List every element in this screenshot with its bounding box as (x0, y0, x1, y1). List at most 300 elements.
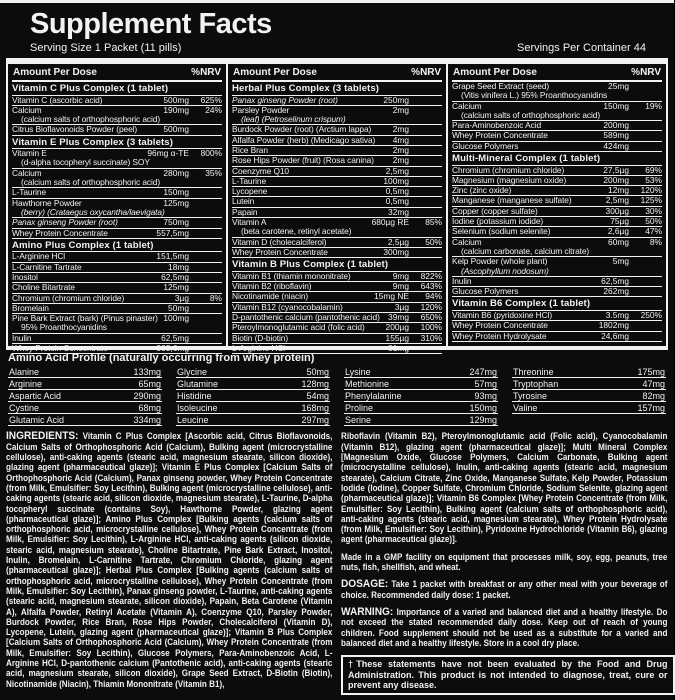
amino-acid-amount: 68mg (138, 402, 161, 413)
nutrient-amount: 12mg (608, 185, 629, 196)
amino-acid-amount: 54mg (306, 390, 329, 401)
complex-section-header: Multi-Mineral Complex (1 tablet) (452, 152, 662, 166)
amino-acid-row (344, 390, 498, 402)
nutrient-name: L-Arginine HCl (232, 342, 286, 353)
nutrient-name: Citrus Bioflavonoids Powder (peel) (12, 124, 138, 135)
nutrient-row (452, 238, 662, 258)
nutrient-amount: 62,5mg (161, 271, 189, 282)
serving-size-text: Serving Size 1 Packet (11 pills) (30, 42, 182, 54)
nutrient-nrv: 50% (425, 236, 442, 247)
amino-acid-name: Histidine (177, 390, 212, 401)
amino-acid-row (344, 366, 498, 378)
nutrient-line (232, 303, 442, 312)
nutrient-nrv: 643% (420, 281, 442, 292)
ingredients-continuation (341, 431, 667, 544)
nutrient-amount: 3.5mg (605, 309, 629, 320)
amino-acid-row (512, 390, 666, 402)
nutrient-name: Calcium (452, 236, 482, 247)
nutrient-amount: 100mg (383, 175, 409, 186)
complex-section-header: Herbal Plus Complex (3 tablets) (232, 82, 442, 96)
nutrient-table (6, 64, 668, 354)
amino-acid-name: Leucine (177, 414, 209, 425)
nutrient-amount: 2,5mg (605, 195, 629, 206)
column-header (12, 64, 222, 82)
nutrient-amount: 18mg (168, 261, 189, 272)
amino-acid-name: Proline (345, 402, 374, 413)
nutrient-row (452, 332, 662, 342)
nutrient-row (12, 106, 222, 126)
nutrient-amount: 262mg (603, 286, 629, 297)
amino-acid-name: Glutamic Acid (9, 414, 65, 425)
dosage-text: Take 1 packet with breakfast or any other meal with your beverage of choice. Recommended daily dose: 1 packet. (341, 579, 668, 600)
nutrient-name: Calcium (12, 167, 42, 178)
nutrient-nrv: 47% (645, 226, 662, 237)
nutrient-amount: 150mg (163, 187, 189, 198)
nutrient-amount: 62,5mg (601, 275, 629, 286)
nutrient-column-1 (8, 64, 228, 354)
amino-acid-row (344, 378, 498, 390)
nutrient-line (232, 248, 442, 257)
nutrient-subtext: (calcium salts of orthophosphoric acid) (21, 177, 161, 188)
amino-acid-amount: 334mg (133, 414, 161, 425)
nutrient-nrv: 69% (645, 164, 662, 175)
page-title: Supplement Facts (30, 8, 272, 40)
nutrient-line (232, 177, 442, 186)
nutrient-name: L-Taurine (232, 175, 267, 186)
nutrient-name: Alfalfa Powder (herb) (Medicago sativa) (232, 134, 376, 145)
nutrient-subtext: (calcium salts of orthophosphoric acid) (21, 114, 161, 125)
nutrient-name: Papain (232, 206, 258, 217)
nutrient-row (12, 283, 222, 293)
column-header-nrv: %NRV (631, 67, 661, 78)
amino-acid-name: Tryptophan (513, 378, 559, 389)
amino-acid-amount: 133mg (133, 366, 161, 377)
amino-acid-name: Glycine (177, 366, 208, 377)
nutrient-name: Calcium (452, 100, 482, 111)
nutrient-name: Glucose Polymers (452, 140, 519, 151)
nutrient-name: D-pantothenic calcium (pantothenic acid) (232, 311, 380, 322)
nutrient-amount: 200mg (603, 174, 629, 185)
nutrient-name: Vitamin B2 (riboflavin) (232, 281, 312, 292)
nutrient-row (452, 102, 662, 122)
amino-column-3 (344, 366, 498, 426)
nutrient-subtext: (calcium carbonate, calcium citrate) (461, 245, 590, 256)
nutrient-name: Parsley Powder (232, 104, 290, 115)
warning-text: Importance of a varied and balanced diet and a healthy lifestyle. Do not exceed the stated recommended daily dose. Keep out of reach of young children. Food supplement should not be used as a substitute for a varied and balanced diet and a healthy lifestyle. Store in a cool dry place. (341, 606, 668, 648)
amino-acid-amount: 157mg (637, 402, 665, 413)
column-header (452, 64, 662, 82)
amino-acid-amount: 47mg (642, 378, 665, 389)
nutrient-amount: 62,5mg (161, 332, 189, 343)
nutrient-line (452, 332, 662, 341)
nutrient-line (232, 146, 442, 155)
nutrient-amount: 300mg (383, 246, 409, 257)
ingredients-lead: INGREDIENTS: (6, 430, 79, 443)
nutrient-line (232, 96, 442, 105)
nutrient-nrv: 650% (420, 311, 442, 322)
amino-acid-amount: 297mg (301, 414, 329, 425)
nutrient-amount: 1802mg (598, 320, 629, 331)
nutrient-name: Copper (copper sulfate) (452, 205, 538, 216)
nutrient-row (12, 149, 222, 169)
nutrient-subtext: (berry) (Crataegus oxycantha/laevigata) (21, 206, 165, 217)
nutrient-line (12, 294, 222, 303)
nutrient-line (452, 196, 662, 205)
nutrient-row (232, 187, 442, 197)
dosage-paragraph (341, 579, 667, 600)
amino-column-2 (176, 366, 330, 426)
ingredients-right-column (341, 431, 668, 694)
nutrient-name: Whey Protein Concentrate (12, 343, 108, 354)
nutrient-column-3 (448, 64, 666, 346)
amino-acid-row (8, 390, 162, 402)
nutrient-row (232, 323, 442, 333)
nutrient-line (232, 292, 442, 301)
nutrient-row (12, 125, 222, 135)
nutrient-line (12, 273, 222, 282)
nutrient-name: Para-Aminobenzoic Acid (452, 120, 542, 131)
nutrient-line (232, 197, 442, 206)
complex-section-header: Vitamin B6 Complex (1 tablet) (452, 297, 662, 311)
amino-acid-amount: 129mg (469, 414, 497, 425)
nutrient-name: Chromium (chromium chloride) (12, 292, 125, 303)
amino-acid-amount: 247mg (469, 366, 497, 377)
nutrient-line (452, 217, 662, 226)
nutrient-line (232, 272, 442, 281)
amino-acid-row (8, 402, 162, 414)
nutrient-name: Selenium (sodium selenite) (452, 226, 551, 237)
nutrient-name: Nicotinamide (niacin) (232, 291, 309, 302)
nutrient-nrv: 125% (640, 195, 662, 206)
nutrient-name: Zinc (zinc oxide) (452, 185, 512, 196)
nutrient-row (12, 96, 222, 106)
nutrient-line (232, 167, 442, 176)
nutrient-line (232, 208, 442, 217)
amino-acid-name: Alanine (9, 366, 40, 377)
nutrient-row (452, 227, 662, 237)
nutrient-name: L-Arginine HCl (12, 251, 66, 262)
amino-acid-amount: 128mg (301, 378, 329, 389)
nutrient-name: Vitamin C (ascorbic acid) (12, 94, 103, 105)
nutrient-amount: 2mg (392, 104, 409, 115)
gmp-note: Made in a GMP facility on equipment that processes milk, soy, egg, peanuts, tree nuts, fish, shellfish, and wheat. (341, 551, 668, 573)
nutrient-amount: 200µg (385, 322, 409, 333)
column-rows (12, 82, 222, 354)
ingredients-paragraph (6, 431, 332, 688)
amino-acid-name: Serine (345, 414, 372, 425)
amino-acid-row (512, 366, 666, 378)
nutrient-line (232, 136, 442, 145)
nutrient-row (452, 142, 662, 152)
amino-acid-name: Valine (513, 402, 538, 413)
nutrient-amount: 250mg (383, 94, 409, 105)
nutrient-amount: 500mg (163, 94, 189, 105)
nutrient-name: L-Carnitine Tartrate (12, 261, 82, 272)
amino-acid-amount: 168mg (301, 402, 329, 413)
amino-acid-profile (6, 350, 668, 426)
amino-acid-row (176, 378, 330, 390)
nutrient-subtext: 95% Proanthocyanidins (21, 322, 107, 333)
nutrient-amount: 9mg (392, 270, 409, 281)
label-header (6, 3, 668, 55)
nutrient-column-2 (228, 64, 448, 353)
nutrient-line (452, 121, 662, 130)
nutrient-row (232, 218, 442, 238)
nutrient-amount: 32mg (388, 206, 409, 217)
amino-acid-row (512, 378, 666, 390)
nutrient-amount: 100mg (163, 313, 189, 324)
nutrient-amount: 2,6µg (607, 226, 629, 237)
nutrient-nrv: 120% (640, 185, 662, 196)
nutrient-nrv: 50% (645, 216, 662, 227)
amino-acid-amount: 175mg (637, 366, 665, 377)
amino-acid-name: Aspartic Acid (9, 390, 62, 401)
amino-acid-row (8, 378, 162, 390)
dosage-lead: DOSAGE: (341, 578, 389, 591)
nutrient-row (232, 197, 442, 207)
column-header-amount: Amount Per Dose (233, 67, 317, 78)
nutrient-amount: 2,5µg (387, 236, 409, 247)
nutrient-name: Rose Hips Powder (fruit) (Rosa canina) (232, 155, 374, 166)
warning-paragraph (341, 607, 667, 648)
nutrient-amount: 2mg (392, 124, 409, 135)
nutrient-line (232, 125, 442, 134)
complex-section-header: Vitamin B Plus Complex (1 tablet) (232, 258, 442, 272)
nutrient-amount: 280mg (163, 167, 189, 178)
serving-info-row (30, 41, 646, 55)
nutrient-amount: 81mg (388, 342, 409, 353)
nutrient-nrv: 310% (420, 332, 442, 343)
column-rows (232, 82, 442, 354)
amino-acid-name: Arginine (9, 378, 43, 389)
nutrient-amount: 4mg (392, 134, 409, 145)
nutrient-nrv: 800% (200, 148, 222, 159)
nutrient-row (452, 82, 662, 102)
nutrient-name: Coenzyme Q10 (232, 165, 289, 176)
nutrient-name: Grape Seed Extract (seed) (452, 81, 550, 91)
column-header-amount: Amount Per Dose (13, 67, 97, 78)
nutrient-subtext: (d-alpha tocopheryl succinate) SOY (21, 157, 150, 168)
amino-acid-amount: 150mg (469, 402, 497, 413)
nutrient-subtext: (leaf) (Petroselinum crispum) (241, 114, 346, 125)
amino-acid-row (8, 414, 162, 426)
servings-per-container-text: Servings Per Container 44 (516, 42, 646, 54)
nutrient-line (12, 283, 222, 292)
amino-acid-amount: 290mg (133, 390, 161, 401)
nutrient-amount: 24,6mg (601, 330, 629, 341)
nutrient-name: Iodine (potassium iodide) (452, 216, 544, 227)
ingredients-text-right: Riboflavin (Vitamin B2), Pteroylmonoglutamic acid (Folic acid), Cyanocobalamin (Vitamin B12), glazing agent (pharmaceutical glaze)]; Multi Mineral Complex [Magnesium Oxide, Glucose Polymers, Calcium Carbonate, Bulking agent (microcrystalline cellulose), Inulin, anti-caking agents (stearic acid, magnesium stearate), Calcium Citrate, Zinc Oxide, Manganese Sulfate, Kelp Powder, Potassium Iodide (Iodine), Copper Sulfate, Chromium Chloride, Sodium Selenite, glazing agent (pharmaceutical glaze)]; Vitamin B6 Complex [Whey Protein Concentrate (from Milk, Emulsifier: Soy Lecithin), Bulking agent (calcium salts of orthophosphoric acid), anti-caking agents (stearic acid, magnesium stearate), Whey Protein Hydrolysate (from Milk, Emulsifier: Soy Lecithin), Pyridoxine Hydrochloride (Vitamin B6), glazing agent (pharmaceutical glaze)]. (341, 431, 668, 545)
nutrient-name: Pteroylmonoglutamic acid (folic acid) (232, 322, 365, 333)
nutrient-nrv: 35% (205, 167, 222, 178)
nutrient-line (232, 156, 442, 165)
nutrient-line (452, 311, 662, 320)
nutrient-amount: 60mg (608, 236, 629, 247)
nutrient-amount: 5mg (612, 256, 629, 267)
column-header-amount: Amount Per Dose (453, 67, 537, 78)
amino-column-4 (512, 366, 666, 426)
nutrient-line (232, 238, 442, 247)
amino-acid-amount: 65mg (138, 378, 161, 389)
amino-acid-name: Methionine (345, 378, 390, 389)
nutrient-row (452, 321, 662, 331)
nutrient-nrv: 822% (420, 270, 442, 281)
nutrient-amount: 27,5µg (603, 164, 629, 175)
nutrient-name: Biotin (D-biotin) (232, 332, 289, 343)
nutrient-nrv: 94% (425, 291, 442, 302)
nutrient-name: Manganese (manganese sulfate) (452, 195, 572, 206)
amino-acid-row (176, 402, 330, 414)
nutrient-row (12, 314, 222, 334)
ingredients-text-left: Vitamin C Plus Complex [Ascorbic acid, Citrus Bioflavonoids, Calcium Salts of Orthophosphoric Acid (Calcium), Bulking agent (microcrystalline cellulose), anti-caking agents (stearic acid, magnesium stearate, silicon dioxide), glazing agent (pharmaceutical glaze)]; Vitamin E Plus Complex [Calcium Salts of Orthophosphoric Acid (Calcium), Panax ginseng powder, Whey Protein Concentrate (from Milk, Emulsifier: Soy Lecithin), Bulking agent (microcrystalline cellulose), anti-caking agents (stearic acid, silicon dioxide, magnesium stearate), L-Taurine, D-alpha tocopheryl succinate (contains Soy), Hawthorne Powder, glazing agent (pharmaceutical glaze)]; Amino Plus Complex [Bulking agents (calcium salts of orthophosphoric acid, microcrystalline cellulose), Whey Protein Concentrate (from Milk, Emulsifier: Soy Lecithin), L-Arginine HCl, anti-caking agents (silicon dioxide, stearic acid, magnesium stearate), Choline Bitartrate, Pine Bark Extract, Inositol, Inulin, Bromelain, L-Carnitine Tartrate, Chromium Chloride, glazing agent (pharmaceutical glaze)]; Herbal Plus Complex [Bulking agents (calcium salts of orthophosphoric acid, microcrystalline cellulose), Whey Protein Concentrate (from Milk, Emulsifier: Soy Lecithin), Panax ginseng powder, L-Taurine, anti-caking agents (stearic acid, magnesium stearate, silicon dioxide), Papain, Beta Carotene (Vitamin A), Alfalfa Powder, Retinyl Acetate (Vitamin A), Coenzyme Q10, Parsley Powder, Burdock Powder, Rice Bran, Rose Hips Powder, Cholecalciferol (Vitamin D), Lycopene, Lutein, glazing agent (pharmaceutical glaze)]; Vitamin B Plus Complex [Calcium Salts of Orthophosphoric Acid (Calcium), Whey Protein Concentrate (from Milk, Emulsifier: Soy Lecithin), Glucose Polymers, Para-Aminobenzoic Acid, L-Arginine HCl, D-pantothenic calcium (Pantothenic acid), anti-caking agents (stearic acid, magnesium stearate, silicon dioxide), Grape Seed Extract, D-Biotin (Biotin), Nicotinamide (Niacin), Thiamin Mononitrate (Vitamin B1), (6, 431, 333, 689)
nutrient-name: Whey Protein Concentrate (452, 130, 548, 141)
complex-section-header: Vitamin E Plus Complex (3 tablets) (12, 136, 222, 150)
nutrient-name: Pine Bark Extract (bark) (Pinus pinaster) (12, 313, 158, 324)
nutrient-amount: 424mg (603, 140, 629, 151)
nutrient-amount: 3µg (394, 301, 409, 312)
nutrient-row (452, 287, 662, 297)
nutrient-name: Vitamin E (12, 148, 47, 159)
nutrient-row (452, 257, 662, 277)
nutrient-name: Vitamin A (232, 217, 267, 228)
nutrient-nrv: 85% (425, 217, 442, 228)
nutrient-name: Whey Protein Concentrate (232, 246, 328, 257)
nutrient-row (12, 263, 222, 273)
nutrient-row (12, 169, 222, 189)
nutrient-name: Inulin (12, 332, 32, 343)
nutrient-name: Calcium (12, 104, 42, 115)
nutrient-line (232, 187, 442, 196)
complex-section-header: Amino Plus Complex (1 tablet) (12, 239, 222, 253)
nutrient-name: Inositol (12, 271, 38, 282)
nutrient-amount: 0,5mg (385, 186, 409, 197)
amino-acid-amount: 93mg (474, 390, 497, 401)
nutrient-line (12, 304, 222, 313)
nutrient-name: Magnesium (magnesium oxide) (452, 174, 567, 185)
nutrient-nrv: 19% (645, 100, 662, 111)
nutrient-nrv: 250% (640, 309, 662, 320)
nutrient-amount: 151,5mg (156, 251, 189, 262)
nutrient-row (12, 199, 222, 219)
amino-acid-row (512, 402, 666, 414)
complex-section-header: Vitamin C Plus Complex (1 tablet) (12, 82, 222, 96)
nutrient-line (452, 131, 662, 140)
amino-acid-name: Tyrosine (513, 390, 548, 401)
nutrient-line (452, 142, 662, 151)
nutrient-row (232, 248, 442, 258)
amino-acid-name: Threonine (513, 366, 554, 377)
nutrient-name: Vitamin D (cholecalciferol) (232, 236, 327, 247)
nutrient-name: Vitamin B1 (thiamin mononitrate) (232, 270, 351, 281)
nutrient-name: Choline Bitartrate (12, 282, 75, 293)
nutrient-line (452, 207, 662, 216)
nutrient-name: Lutein (232, 196, 255, 207)
amino-acid-row (344, 402, 498, 414)
nutrient-name: Whey Protein Hydrolysate (452, 330, 547, 341)
amino-acid-name: Lysine (345, 366, 371, 377)
nutrient-line (12, 229, 222, 238)
fda-disclaimer-text: †These statements have not been evaluated by the Food and Drug Administration. This product is not intended to diagnose, treat, cure or prevent any disease. (348, 659, 668, 691)
nutrient-line (232, 323, 442, 332)
nutrient-line (12, 188, 222, 197)
nutrient-amount: 155µg (385, 332, 409, 343)
nutrient-amount: 125mg (163, 282, 189, 293)
nutrient-amount: 750mg (163, 217, 189, 228)
nutrient-line (232, 313, 442, 322)
nutrient-amount: 300µg (605, 205, 629, 216)
nutrient-line (12, 263, 222, 272)
nutrient-amount: 15mg NE (374, 291, 409, 302)
nutrient-amount: 2mg (392, 144, 409, 155)
amino-acid-name: Phenylalanine (345, 390, 402, 401)
nutrient-line (452, 321, 662, 330)
nutrient-nrv: 625% (200, 94, 222, 105)
nutrient-amount: 589mg (603, 130, 629, 141)
nutrient-line (232, 334, 442, 343)
amino-acid-amount: 82mg (642, 390, 665, 401)
nutrient-amount: 200mg (603, 120, 629, 131)
nutrient-line (452, 176, 662, 185)
nutrient-name: L-Taurine (12, 187, 47, 198)
nutrient-amount: 50mg (168, 302, 189, 313)
nutrient-line (232, 282, 442, 291)
nutrient-name: Hawthorne Powder (12, 197, 82, 208)
column-header (232, 64, 442, 82)
column-rows (452, 82, 662, 342)
nutrient-line (12, 218, 222, 227)
nutrient-subtext: (Vitis vinifera L.) 95% Proanthocyanidins (461, 90, 608, 101)
nutrient-amount: 150mg (603, 100, 629, 111)
nutrient-amount: 3µg (174, 292, 189, 303)
nutrient-name: Vitamin B12 (cyanocobalamin) (232, 301, 343, 312)
amino-acid-name: Glutamine (177, 378, 219, 389)
fda-disclaimer-box (341, 655, 675, 695)
nutrient-name: Kelp Powder (whole plant) (452, 256, 548, 267)
nutrient-name: Vitamin B6 (pyridoxine HCl) (452, 309, 553, 320)
amino-acid-row (176, 390, 330, 402)
nutrient-line (452, 227, 662, 236)
nutrient-amount: 680µg RE (371, 217, 409, 228)
nutrient-nrv: 8% (649, 236, 662, 247)
nutrient-amount: 190mg (163, 104, 189, 115)
bottom-text-area (6, 431, 668, 694)
nutrient-amount: 303,6mg (156, 343, 189, 354)
nutrient-amount: 25mg (608, 81, 629, 91)
nutrient-line (12, 125, 222, 134)
amino-acid-name: Cystine (9, 402, 40, 413)
nutrient-row (12, 229, 222, 239)
nutrient-nrv: 24% (205, 104, 222, 115)
nutrient-subtext: (Ascophyllum nodosum) (461, 265, 549, 276)
nutrient-name: Rice Bran (232, 144, 268, 155)
amino-profile-title: Amino Acid Profile (naturally occurring from whey protein) (8, 352, 315, 364)
amino-acid-row (176, 366, 330, 378)
amino-grid (8, 366, 666, 426)
nutrient-amount: 125mg (163, 197, 189, 208)
nutrient-line (12, 96, 222, 105)
nutrient-line (12, 252, 222, 261)
nutrient-name: Lycopene (232, 186, 268, 197)
nutrient-amount: 9mg (392, 281, 409, 292)
warning-lead: WARNING: (341, 605, 394, 618)
nutrient-nrv: 53% (645, 174, 662, 185)
amino-column-1 (8, 366, 162, 426)
nutrient-name: Bromelain (12, 302, 49, 313)
nutrient-name: Whey Protein Concentrate (452, 320, 548, 331)
amino-acid-amount: 57mg (474, 378, 497, 389)
nutrient-amount: 0,5mg (385, 196, 409, 207)
nutrient-amount: 2mg (392, 155, 409, 166)
